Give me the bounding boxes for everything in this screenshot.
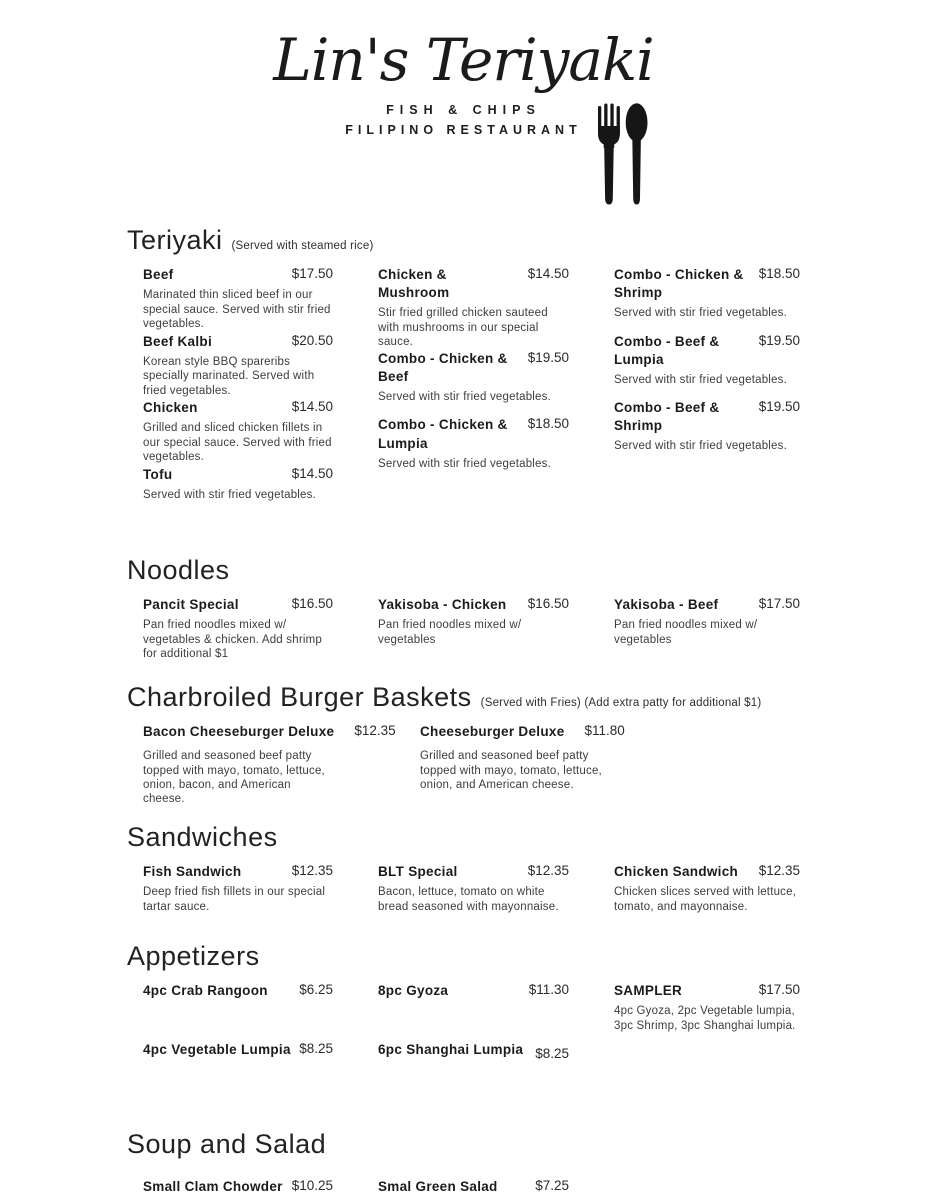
teriyaki-column-2 <box>378 266 569 532</box>
item-price: $12.35 <box>527 863 569 879</box>
section-title: Noodles <box>127 555 230 586</box>
section-note: (Served with Fries) (Add extra patty for additional $1) <box>480 696 762 709</box>
item-price: $18.50 <box>527 416 569 432</box>
item-price: $12.35 <box>758 863 800 879</box>
section-title: Teriyaki <box>127 225 223 255</box>
item-name: 4pc Crab Rangoon <box>143 983 268 999</box>
menu-item-tofu <box>143 466 333 533</box>
item-name: Chicken Sandwich <box>614 864 739 880</box>
menu-item-combo-beef-shrimp <box>614 399 800 466</box>
empty-cell <box>614 1178 800 1196</box>
section-appetizers <box>127 941 817 1100</box>
item-description: Grilled and seasoned beef patty topped with mayo, tomato, lettuce, onion, and American cheese. <box>420 750 602 791</box>
appetizers-column-2 <box>378 982 569 1100</box>
item-name: 8pc Gyoza <box>378 983 449 999</box>
item-name: Yakisoba - Beef <box>614 597 719 613</box>
item-name: Chicken & Mushroom <box>378 267 450 301</box>
item-name: Bacon Cheeseburger Deluxe <box>143 723 335 739</box>
menu-item-combo-chicken-beef <box>378 350 569 417</box>
menu-item-pancit-special <box>143 596 333 662</box>
restaurant-header <box>0 0 927 213</box>
item-name: Fish Sandwich <box>143 864 242 880</box>
menu-item-combo-beef-lumpia <box>614 333 800 400</box>
item-price: $20.50 <box>291 332 333 348</box>
menu-item-chicken-sandwich <box>614 863 800 914</box>
section-header <box>127 941 817 972</box>
item-price: $14.50 <box>527 266 569 282</box>
item-name: Cheeseburger Deluxe <box>420 723 565 739</box>
item-description: Pan fried noodles mixed w/ vegetables & chicken. Add shrimp for additional $1 <box>143 619 322 661</box>
item-description: Stir fried grilled chicken sauteed with mushrooms in our special sauce. <box>378 307 548 349</box>
item-price: $7.25 <box>535 1178 569 1194</box>
appetizers-column-3 <box>614 982 800 1100</box>
item-description: 4pc Gyoza, 2pc Vegetable lumpia, 3pc Shrimp, 3pc Shanghai lumpia. <box>614 1005 796 1032</box>
item-name: Beef Kalbi <box>143 333 213 349</box>
teriyaki-column-1 <box>143 266 333 532</box>
tagline-filipino-restaurant: FILIPINO RESTAURANT <box>345 122 582 137</box>
menu-item-yakisoba-beef <box>614 596 800 662</box>
section-noodles <box>127 555 817 662</box>
item-price: $12.35 <box>291 863 333 879</box>
section-title: Soup and Salad <box>127 1129 327 1160</box>
restaurant-logo-script: Lin's Teriyaki <box>273 26 654 94</box>
menu-item-fish-sandwich <box>143 863 333 914</box>
section-header <box>127 682 817 713</box>
item-price: $8.25 <box>299 1041 333 1057</box>
item-name: Chicken <box>143 400 198 416</box>
menu-item-shanghai-lumpia <box>378 1041 569 1100</box>
menu-item-gyoza <box>378 982 569 1041</box>
item-description: Korean style BBQ spareribs specially marinated. Served with fried vegetables. <box>143 355 315 397</box>
item-price: $16.50 <box>527 596 569 612</box>
item-price: $8.25 <box>535 1046 569 1062</box>
item-price: $19.50 <box>527 349 569 365</box>
item-name: BLT Special <box>378 864 458 880</box>
menu-item-combo-chicken-shrimp <box>614 266 800 333</box>
item-price: $12.35 <box>354 722 396 738</box>
fork-and-spoon-icon <box>598 102 648 208</box>
item-description: Served with stir fried vegetables. <box>378 391 551 404</box>
menu-item-chicken <box>143 399 333 466</box>
item-name: Combo - Chicken & Shrimp <box>614 267 744 301</box>
teriyaki-column-3 <box>614 266 800 532</box>
item-name: Smal Green Salad <box>378 1179 498 1195</box>
burgers-grid <box>143 723 817 807</box>
item-price: $18.50 <box>758 266 800 282</box>
item-description: Served with stir fried vegetables. <box>378 457 551 470</box>
section-header <box>127 555 817 586</box>
menu-item-sampler <box>614 982 800 1041</box>
menu-item-small-clam-chowder <box>143 1178 333 1196</box>
item-name: Combo - Chicken & Lumpia <box>378 417 508 451</box>
item-description: Grilled and sliced chicken fillets in our special sauce. Served with fried vegetables. <box>143 422 332 464</box>
item-description: Marinated thin sliced beef in our special sauce. Served with stir fried vegetables. <box>143 289 331 331</box>
menu-item-vegetable-lumpia <box>143 1041 333 1100</box>
item-name: 6pc Shanghai Lumpia <box>378 1042 524 1058</box>
section-note: (Served with steamed rice) <box>231 240 374 252</box>
item-name: Tofu <box>143 466 173 482</box>
menu-item-beef <box>143 266 333 333</box>
section-title: Appetizers <box>127 941 260 972</box>
item-price: $17.50 <box>291 266 333 282</box>
menu-item-small-green-salad <box>378 1178 569 1196</box>
item-description: Pan fried noodles mixed w/ vegetables <box>614 619 758 646</box>
section-teriyaki <box>127 225 817 532</box>
item-price: $11.80 <box>584 722 625 738</box>
appetizers-grid <box>143 982 817 1100</box>
item-name: Combo - Chicken & Beef <box>378 350 508 385</box>
section-title: Charbroiled Burger Baskets <box>127 681 472 712</box>
menu-item-beef-kalbi <box>143 333 333 400</box>
item-name: Combo - Beef & Shrimp <box>614 400 720 434</box>
section-soup-and-salad <box>127 1129 817 1196</box>
item-description: Served with stir fried vegetables. <box>614 373 787 386</box>
noodles-grid <box>143 596 817 662</box>
item-price: $19.50 <box>758 399 800 415</box>
menu-item-crab-rangoon <box>143 982 333 1041</box>
section-title: Sandwiches <box>127 821 278 852</box>
appetizers-column-1 <box>143 982 333 1100</box>
sandwiches-grid <box>143 863 817 914</box>
item-name: Pancit Special <box>143 597 239 613</box>
item-price: $19.50 <box>758 332 800 348</box>
menu-item-blt-special <box>378 863 569 914</box>
item-name: Small Clam Chowder <box>143 1179 283 1195</box>
item-name: Beef <box>143 267 174 283</box>
item-name: SAMPLER <box>614 983 683 999</box>
soup-salad-grid <box>143 1178 817 1196</box>
item-description: Pan fried noodles mixed w/ vegetables <box>378 619 522 646</box>
item-price: $16.50 <box>291 596 333 612</box>
section-header <box>127 822 817 853</box>
menu-item-bacon-cheeseburger-deluxe <box>143 723 395 807</box>
item-name: Combo - Beef & Lumpia <box>614 333 720 367</box>
menu-item-yakisoba-chicken <box>378 596 569 662</box>
item-price: $10.25 <box>291 1178 333 1194</box>
teriyaki-grid <box>143 266 817 532</box>
item-description: Bacon, lettuce, tomato on white bread seasoned with mayonnaise. <box>378 886 559 913</box>
item-description: Deep fried fish fillets in our special tartar sauce. <box>143 886 326 913</box>
tagline-fish-and-chips: FISH & CHIPS <box>386 102 541 117</box>
item-description: Served with stir fried vegetables. <box>143 488 316 501</box>
item-price: $14.50 <box>291 399 333 415</box>
item-description: Served with stir fried vegetables. <box>614 440 787 453</box>
menu-item-cheeseburger-deluxe <box>420 723 625 807</box>
item-price: $11.30 <box>528 982 569 998</box>
item-price: $17.50 <box>758 596 800 612</box>
item-description: Grilled and seasoned beef patty topped with mayo, tomato, lettuce, onion, bacon, and American cheese. <box>143 750 325 806</box>
item-description: Served with stir fried vegetables. <box>614 307 787 320</box>
menu-item-combo-chicken-lumpia <box>378 416 569 483</box>
item-price: $17.50 <box>758 982 800 998</box>
item-price: $14.50 <box>291 465 333 481</box>
item-name: Yakisoba - Chicken <box>378 597 507 613</box>
section-header <box>127 1129 817 1160</box>
item-price: $6.25 <box>299 982 333 998</box>
item-name: 4pc Vegetable Lumpia <box>143 1042 291 1058</box>
menu-item-chicken-mushroom <box>378 266 569 350</box>
section-header <box>127 225 817 256</box>
item-description: Chicken slices served with lettuce, tomato, and mayonnaise. <box>614 886 797 913</box>
section-sandwiches <box>127 822 817 914</box>
section-charbroiled-burger-baskets <box>127 682 817 807</box>
